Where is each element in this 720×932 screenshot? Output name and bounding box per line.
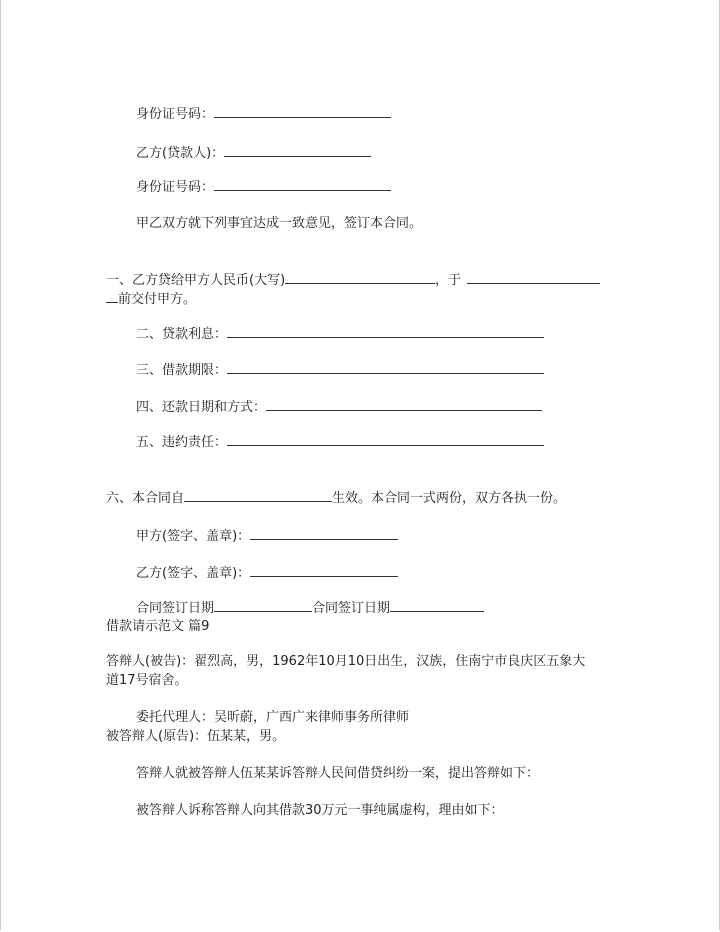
plaintiff-line: 被答辩人(原告)：伍某某，男。 — [106, 729, 286, 744]
sign-party-b — [136, 564, 398, 582]
label: 前交付甲方。 — [118, 292, 197, 307]
blank — [214, 599, 312, 612]
clause-3 — [136, 361, 544, 379]
blank — [390, 599, 484, 612]
id-number-line-1 — [136, 105, 391, 123]
agreement-line: 甲乙双方就下列事宜达成一致意见，签订本合同。 — [136, 216, 423, 231]
blank — [224, 144, 371, 157]
blank — [467, 271, 600, 284]
paragraph-1: 答辩人就被答辩人伍某某诉答辩人民间借贷纠纷一案，提出答辩如下： — [136, 766, 540, 781]
sign-date — [136, 599, 484, 617]
label: 二、贷款利息： — [136, 327, 228, 342]
paragraph-2: 被答辩人诉称答辩人向其借款30万元一事纯属虚构，理由如下： — [136, 803, 504, 818]
label: 合同签订日期 — [136, 601, 215, 616]
respondent-line-2: 道17号宿舍。 — [106, 673, 188, 688]
clause-2 — [136, 325, 544, 343]
label: 身份证号码： — [136, 180, 215, 195]
sign-party-a — [136, 527, 398, 545]
clause-5 — [136, 433, 544, 451]
blank — [227, 325, 544, 338]
label: 六、本合同自 — [106, 491, 185, 506]
label: 四、还款日期和方式： — [136, 400, 267, 415]
blank — [227, 361, 544, 374]
clause-1-cont — [106, 290, 196, 308]
party-b-line — [136, 144, 371, 162]
blank — [250, 564, 398, 577]
section-title: 借款请示范文 篇9 — [106, 619, 210, 634]
label: 一、乙方贷给甲方人民币(大写) — [106, 273, 286, 288]
label: 身份证号码： — [136, 107, 215, 122]
clause-1 — [106, 271, 600, 289]
label: ，于 — [435, 273, 462, 288]
clause-4 — [136, 398, 542, 416]
label: 合同签订日期 — [312, 601, 391, 616]
label: 五、违约责任： — [136, 435, 228, 450]
respondent-line-1: 答辩人(被告)：翟烈高，男，1962年10月10日出生，汉族，住南宁市良庆区五象大 — [106, 654, 586, 669]
blank — [285, 271, 435, 284]
blank — [184, 489, 332, 502]
label: 三、借款期限： — [136, 363, 228, 378]
label: 乙方(签字、盖章)： — [136, 566, 251, 581]
blank — [227, 433, 544, 446]
clause-6 — [106, 489, 566, 507]
blank — [106, 290, 118, 303]
id-number-line-2 — [136, 178, 391, 196]
blank — [266, 398, 542, 411]
blank — [250, 527, 398, 540]
label: 甲方(签字、盖章)： — [136, 529, 251, 544]
agent-line: 委托代理人：吴昕蔚，广西广来律师事务所律师 — [136, 710, 410, 725]
blank — [214, 105, 391, 118]
blank — [214, 178, 391, 191]
label: 生效。本合同一式两份，双方各执一份。 — [332, 491, 567, 506]
label: 乙方(贷款人)： — [136, 146, 225, 161]
